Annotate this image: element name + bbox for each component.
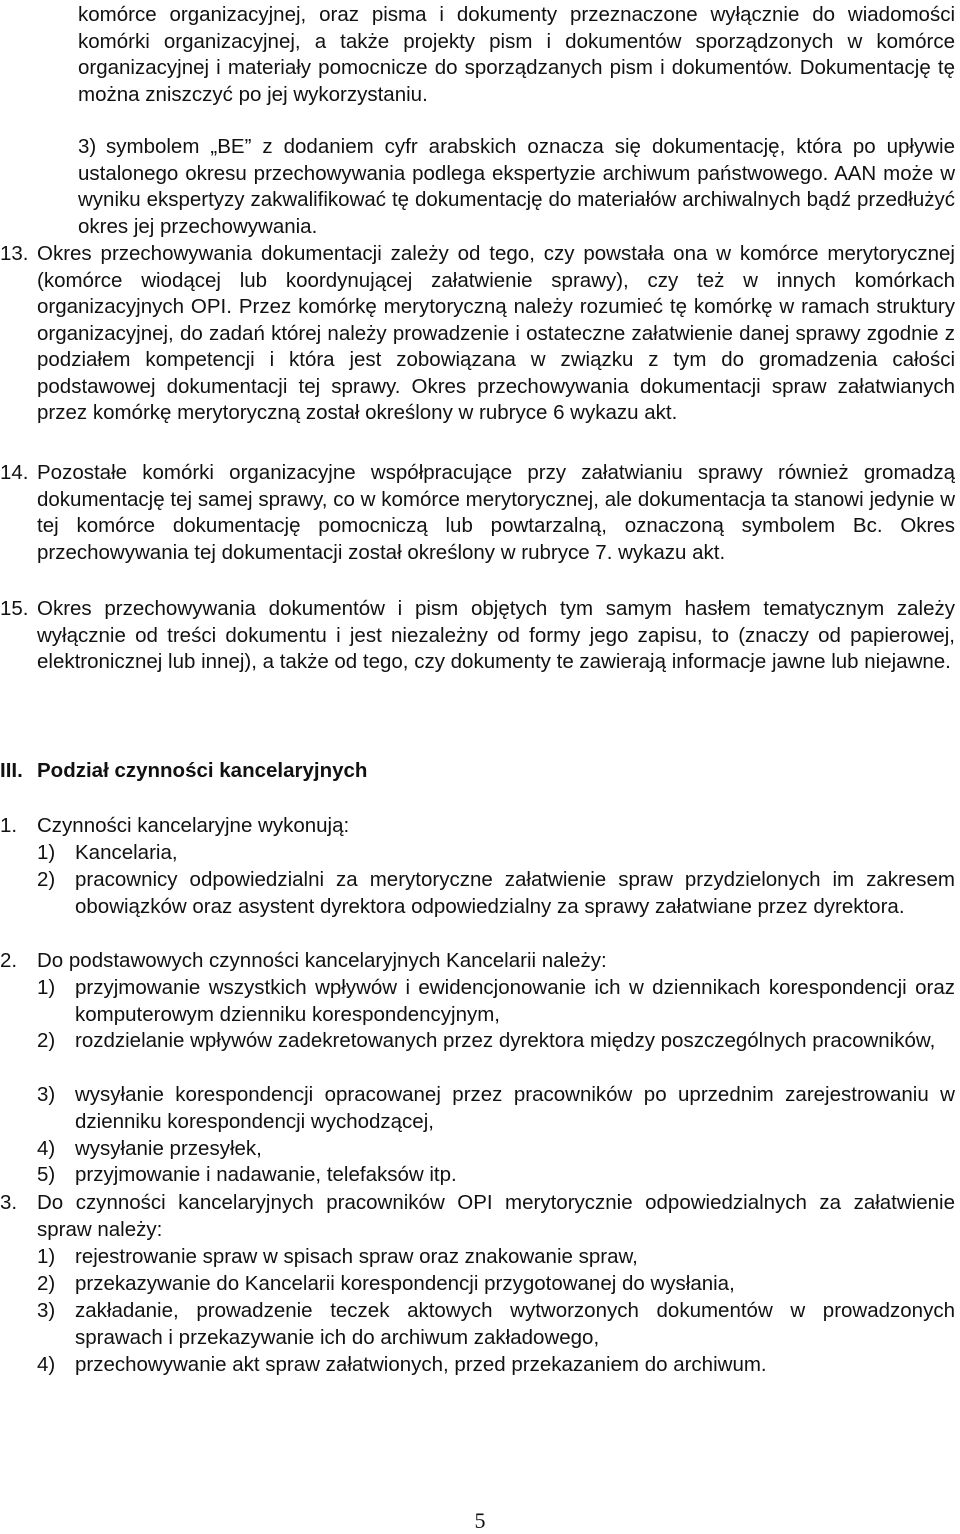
s1-text: Czynności kancelaryjne wykonują: [37, 814, 350, 837]
paragraph-13-number: 13. [0, 242, 29, 265]
s1-number: 1. [0, 814, 18, 837]
item-3-text: symbolem „BE” z dodaniem cyfr arabskich oznacza się dokumentację, która po upływie ustalonego okresu przechowywania podlega ekspertyzie archiwum państwowego. AAN może w wyniku ekspertyzy zakwalifikować tę dokumentację do materiałów archiwalnych bądź przedłużyć okres jej przechowywania. [78, 135, 955, 238]
paragraph-13-text: Okres przechowywania dokumentacji zależy od tego, czy powstała ona w komórce merytorycznej (komórce wiodącej lub koordynującej załatwienie sprawy), czy też w innych komórkach organizacyjnych OPI. Przez komórkę merytoryczną należy rozumieć tę komórkę w ramach struktury organizacyjnej, do zadań której należy prowadzenie i ostateczne załatwienie danej sprawy zgodnie z podziałem kompetencji i która jest zobowiązana w związku z tym do gromadzenia całości podstawowej dokumentacji tej sprawy. Okres przechowywania dokumentacji spraw załatwianych przez komórkę merytoryczną został określony w rubryce 6 wykazu akt. [37, 242, 955, 424]
s2-item-3-text: wysyłanie korespondencji opracowanej przez pracowników po uprzednim zarejestrowaniu w dzienniku korespondencji wychodzącej, [75, 1083, 955, 1133]
s2-item-5-number: 5) [37, 1163, 56, 1186]
s3-item-3-number: 3) [37, 1299, 56, 1322]
s1-item-1-number: 1) [37, 841, 56, 864]
s2-item-4-number: 4) [37, 1137, 56, 1160]
s2-item-2-number: 2) [37, 1029, 56, 1052]
s3-item-3-text: zakładanie, prowadzenie teczek aktowych wytworzonych dokumentów w prowadzonych sprawach i przekazywanie ich do archiwum zakładowego, [75, 1299, 955, 1349]
s3-number: 3. [0, 1191, 18, 1214]
s2-text: Do podstawowych czynności kancelaryjnych Kancelarii należy: [37, 949, 607, 972]
s2-number: 2. [0, 949, 18, 972]
s2-item-4-text: wysyłanie przesyłek, [75, 1137, 262, 1160]
paragraph-14-text: Pozostałe komórki organizacyjne współpracujące przy załatwianiu sprawy również gromadzą dokumentację tej samej sprawy, co w komórce merytorycznej, ale dokumentacja ta stanowi jedynie w tej komórce dokumentację pomocniczą lub powtarzalną, oznaczoną symbolem Bc. Okres przechowywania tej dokumentacji został określony w rubryce 7. wykazu akt. [37, 461, 955, 564]
s2-item-2-text: rozdzielanie wpływów zadekretowanych przez dyrektora między poszczególnych pracowników, [75, 1029, 936, 1052]
s1-item-2-number: 2) [37, 868, 56, 891]
s3-item-1-text: rejestrowanie spraw w spisach spraw oraz znakowanie spraw, [75, 1245, 638, 1268]
paragraph-15-text: Okres przechowywania dokumentów i pism objętych tym samym hasłem tematycznym zależy wyłącznie od treści dokumentu i jest niezależny od formy jego zapisu, to (znaczy od papierowej, elektronicznej lub innej), a także od tego, czy dokumenty te zawierają informacje jawne lub niejawne. [37, 597, 955, 673]
s2-item-1-number: 1) [37, 976, 56, 999]
s3-item-2-number: 2) [37, 1272, 56, 1295]
s3-item-4-number: 4) [37, 1353, 56, 1376]
item-3-number: 3) [78, 135, 97, 158]
intro-paragraph: komórce organizacyjnej, oraz pisma i dokumenty przeznaczone wyłącznie do wiadomości komórki organizacyjnej, a także projekty pism i dokumentów sporządzonych w komórce organizacyjnej i materiały pomocnicze do sporządzanych pism i dokumentów. Dokumentację tę można zniszczyć po jej wykorzystaniu. [78, 3, 955, 106]
s3-item-4-text: przechowywanie akt spraw załatwionych, przed przekazaniem do archiwum. [75, 1353, 767, 1376]
paragraph-15-number: 15. [0, 597, 29, 620]
s1-item-1-text: Kancelaria, [75, 841, 178, 864]
section-number: III. [0, 759, 23, 782]
s3-item-2-text: przekazywanie do Kancelarii korespondencji przygotowanej do wysłania, [75, 1272, 735, 1295]
s1-item-2-text: pracownicy odpowiedzialni za merytoryczne załatwienie spraw przydzielonych im zakresem obowiązków oraz asystent dyrektora odpowiedzialny za sprawy załatwiane przez dyrektora. [75, 868, 955, 918]
s3-item-1-number: 1) [37, 1245, 56, 1268]
s3-text: Do czynności kancelaryjnych pracowników OPI merytorycznie odpowiedzialnych za załatwienie spraw należy: [37, 1191, 955, 1241]
section-title: Podział czynności kancelaryjnych [37, 759, 368, 782]
s2-item-1-text: przyjmowanie wszystkich wpływów i ewidencjonowanie ich w dziennikach korespondencji oraz komputerowym dzienniku korespondencyjnym, [75, 976, 955, 1026]
paragraph-14-number: 14. [0, 461, 29, 484]
s2-item-5-text: przyjmowanie i nadawanie, telefaksów itp. [75, 1163, 457, 1186]
s2-item-3-number: 3) [37, 1083, 56, 1106]
page-number: 5 [474, 1508, 486, 1533]
